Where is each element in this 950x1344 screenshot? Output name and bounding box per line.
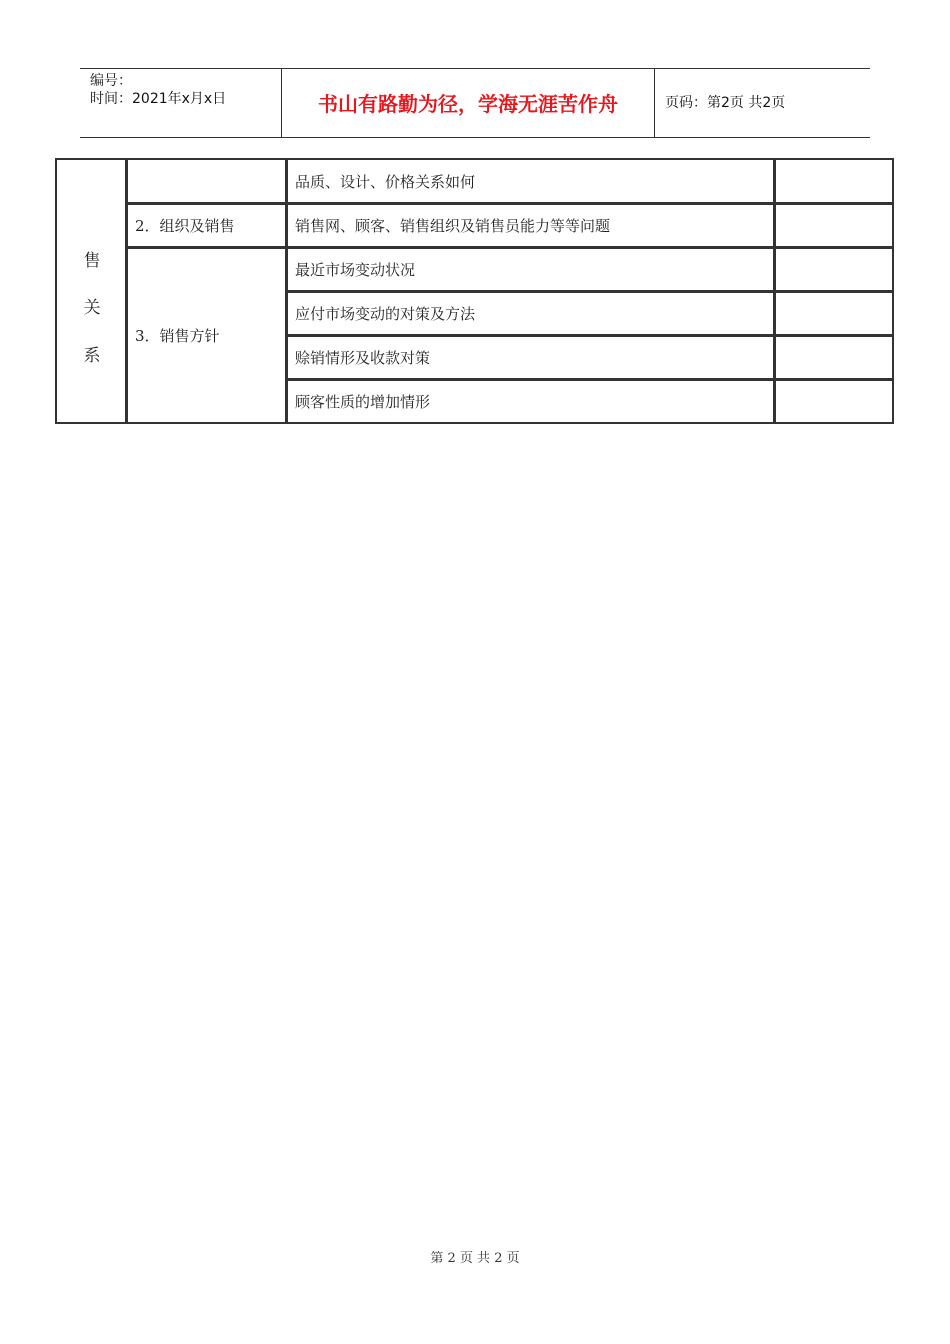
category-char: 关 xyxy=(83,298,101,318)
header-motto-cell xyxy=(282,69,655,137)
document-number-label: 编号： xyxy=(90,73,132,89)
table-divider xyxy=(127,202,892,205)
category-char: 售 xyxy=(83,251,101,271)
item-text: 品质、设计、价格关系如何 xyxy=(295,173,476,191)
table-divider xyxy=(287,378,892,381)
header-page-cell xyxy=(655,69,870,137)
item-text: 赊销情形及收款对策 xyxy=(295,349,431,367)
document-header xyxy=(80,68,870,138)
table-divider xyxy=(287,334,892,337)
table-divider xyxy=(125,160,128,422)
group-label: 3．销售方针 xyxy=(135,327,220,345)
item-text: 最近市场变动状况 xyxy=(295,261,416,279)
sales-relation-table xyxy=(55,158,894,424)
group-label: 2．组织及销售 xyxy=(135,217,235,235)
table-divider xyxy=(287,290,892,293)
page-footer: 第 2 页 共 2 页 xyxy=(430,1251,520,1266)
item-text: 应付市场变动的对策及方法 xyxy=(295,305,476,323)
category-char: 系 xyxy=(83,346,101,366)
item-text: 顾客性质的增加情形 xyxy=(295,393,431,411)
document-time-label: 时间：2021年x月x日 xyxy=(90,91,227,107)
item-text: 销售网、顾客、销售组织及销售员能力等等问题 xyxy=(295,217,611,235)
table-divider xyxy=(127,246,892,249)
header-page-number: 页码：第2页 共2页 xyxy=(665,95,786,111)
header-meta-cell xyxy=(80,69,282,137)
header-motto: 书山有路勤为径，学海无涯苦作舟 xyxy=(318,92,618,116)
